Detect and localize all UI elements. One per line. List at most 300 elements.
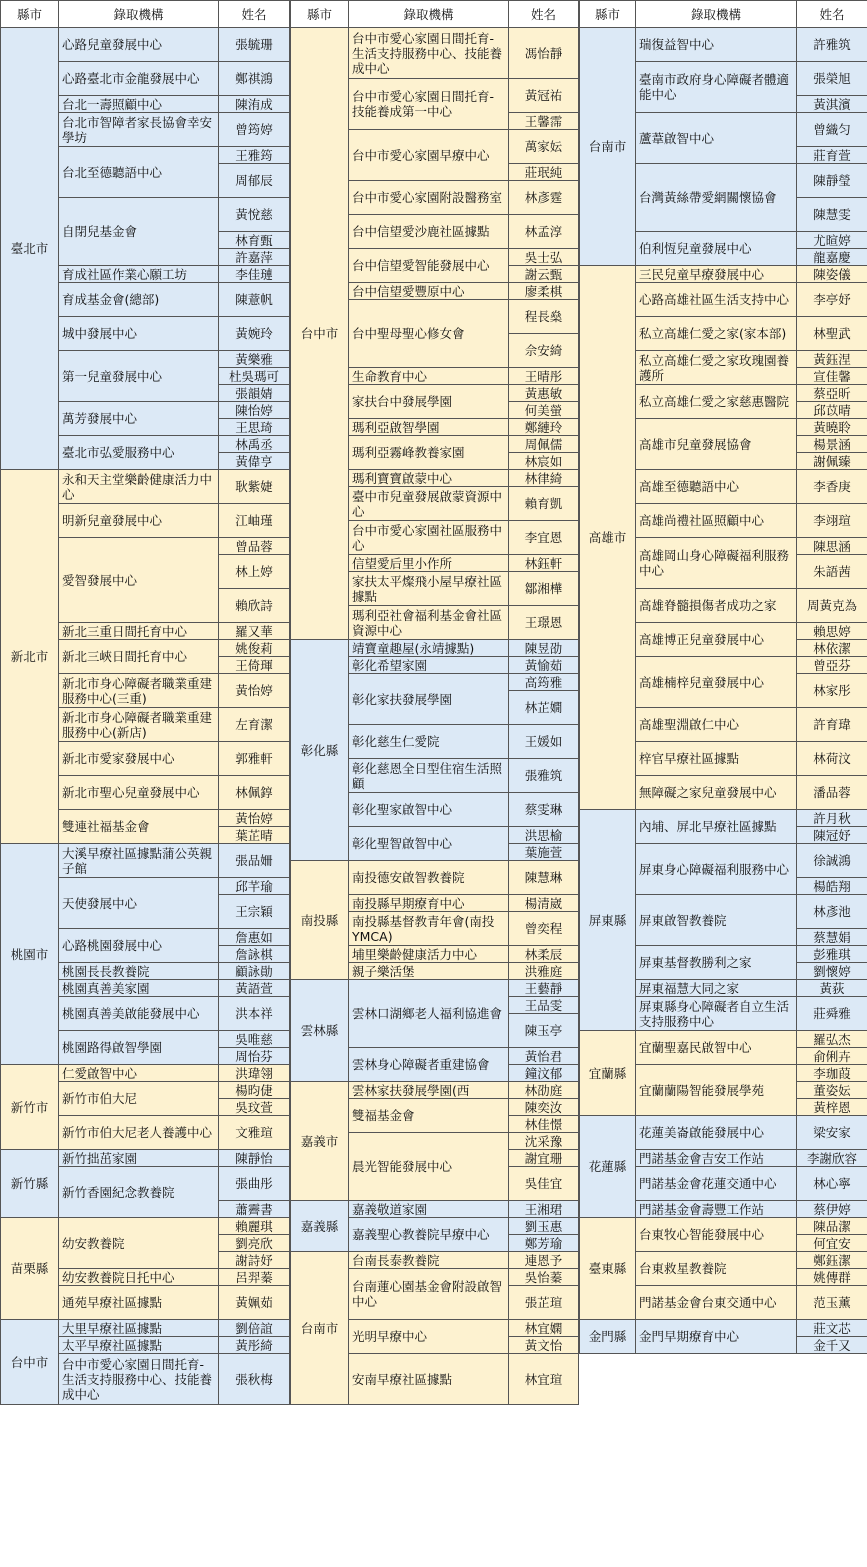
person-name-cell: 王馨霈 — [509, 113, 579, 130]
person-name-cell: 鐘汶郁 — [509, 1065, 579, 1082]
person-name-cell: 許嘉萍 — [219, 249, 290, 266]
person-name-cell: 林律綺 — [509, 470, 579, 487]
table-row — [580, 266, 867, 283]
institution-cell: 臺南市政府身心障礙者體適能中心 — [636, 62, 797, 113]
person-name-cell: 陳怡婷 — [219, 402, 290, 419]
person-name-cell: 葉芷晴 — [219, 827, 290, 844]
county-cell: 臺東縣 — [580, 1218, 636, 1320]
person-name-cell: 蔡亞昕 — [797, 385, 867, 402]
person-name-cell: 陳靜怡 — [219, 1150, 290, 1167]
institution-cell: 新北三峽日間托育中心 — [59, 640, 219, 674]
institution-cell: 家扶太平燦飛小屋早療社區據點 — [349, 572, 509, 606]
person-name-cell: 潘品蓉 — [797, 776, 867, 810]
header-institution: 錄取機構 — [59, 1, 219, 28]
person-name-cell: 楊皓翔 — [797, 878, 867, 895]
person-name-cell: 呂羿蓁 — [219, 1269, 290, 1286]
county-cell: 花蓮縣 — [580, 1116, 636, 1218]
institution-cell: 仁愛啟智中心 — [59, 1065, 219, 1082]
person-name-cell: 曾奕程 — [509, 912, 579, 946]
institution-cell: 台北至德聽語中心 — [59, 147, 219, 198]
institution-cell: 心路臺北市金龍發展中心 — [59, 62, 219, 96]
person-name-cell: 黃婉玲 — [219, 317, 290, 351]
county-cell: 台中市 — [1, 1320, 59, 1405]
person-name-cell: 黃彤綺 — [219, 1337, 290, 1354]
institution-cell: 瑪利亞霧峰教養家園 — [349, 436, 509, 470]
person-name-cell: 林家彤 — [797, 674, 867, 708]
institution-cell: 生命教育中心 — [349, 368, 509, 385]
person-name-cell: 劉亮欣 — [219, 1235, 290, 1252]
person-name-cell: 范玉薰 — [797, 1286, 867, 1320]
person-name-cell: 邱芊瑜 — [219, 878, 290, 895]
person-name-cell: 李宜恩 — [509, 521, 579, 555]
person-name-cell: 林心寧 — [797, 1167, 867, 1201]
person-name-cell: 林孟淳 — [509, 215, 579, 249]
county-cell: 台南市 — [291, 1252, 349, 1405]
table-row — [291, 28, 579, 45]
institution-cell: 埔里樂齡健康活力中心 — [349, 946, 509, 963]
county-cell: 嘉義市 — [291, 1082, 349, 1201]
institution-cell: 瑞復益智中心 — [636, 28, 797, 62]
institution-cell: 親子樂活堡 — [349, 963, 509, 980]
person-name-cell: 陳薏帆 — [219, 283, 290, 317]
person-name-cell: 吳玟萱 — [219, 1099, 290, 1116]
person-name-cell: 林依潔 — [797, 640, 867, 657]
person-name-cell: 高筠雅 — [509, 674, 579, 691]
institution-cell: 台東牧心智能發展中心 — [636, 1218, 797, 1252]
person-name-cell: 陳冠妤 — [797, 827, 867, 844]
institution-cell: 宜蘭蘭陽智能發展學苑 — [636, 1065, 797, 1116]
institution-cell: 幼安教養院 — [59, 1218, 219, 1269]
header-row — [291, 1, 579, 28]
table-row — [580, 1031, 867, 1048]
person-name-cell: 俞俐卉 — [797, 1048, 867, 1065]
institution-cell: 蘆葦啟智中心 — [636, 113, 797, 164]
institution-cell: 臺中市兒童發展啟蒙資源中心 — [349, 487, 509, 521]
person-name-cell: 李佳璉 — [219, 266, 290, 283]
table-row — [291, 1252, 579, 1269]
person-name-cell: 林上婷 — [219, 555, 290, 589]
county-cell: 新北市 — [1, 470, 59, 844]
institution-cell: 屏東身心障礙福利服務中心 — [636, 844, 797, 895]
person-name-cell: 羅弘杰 — [797, 1031, 867, 1048]
person-name-cell: 黃怡君 — [509, 1048, 579, 1065]
table-row — [1, 470, 290, 487]
institution-cell: 南投縣基督教青年會(南投YMCA) — [349, 912, 509, 946]
person-name-cell: 黃鈺涅 — [797, 351, 867, 368]
person-name-cell: 劉倍誼 — [219, 1320, 290, 1337]
person-name-cell: 陳品潔 — [797, 1218, 867, 1235]
person-name-cell: 莊舜雅 — [797, 997, 867, 1031]
institution-cell: 光明早療中心 — [349, 1320, 509, 1354]
person-name-cell: 龍嘉慶 — [797, 249, 867, 266]
person-name-cell: 羅又華 — [219, 623, 290, 640]
person-name-cell: 林劭庭 — [509, 1082, 579, 1099]
institution-cell: 桃園路得啟智學園 — [59, 1031, 219, 1065]
institution-cell: 新竹香園紀念教養院 — [59, 1167, 219, 1218]
person-name-cell: 江岫瑾 — [219, 504, 290, 538]
person-name-cell: 陳洧成 — [219, 96, 290, 113]
person-name-cell: 林宜瑄 — [509, 1354, 579, 1405]
institution-cell: 台中聖母聖心修女會 — [349, 300, 509, 368]
institution-cell: 雙連社福基金會 — [59, 810, 219, 844]
person-name-cell: 蔡慧娟 — [797, 929, 867, 946]
person-name-cell: 林彥池 — [797, 895, 867, 929]
county-cell: 金門縣 — [580, 1320, 636, 1354]
person-name-cell: 林鈺軒 — [509, 555, 579, 572]
person-name-cell: 黃偉亨 — [219, 453, 290, 470]
person-name-cell: 程長燊 — [509, 300, 579, 334]
header-county: 縣市 — [580, 1, 636, 28]
institution-cell: 幼安教養院日托中心 — [59, 1269, 219, 1286]
institution-cell: 彰化家扶發展學園 — [349, 674, 509, 725]
institution-cell: 第一兒童發展中心 — [59, 351, 219, 402]
person-name-cell: 吳士弘 — [509, 249, 579, 266]
person-name-cell: 連恩予 — [509, 1252, 579, 1269]
table-row — [1, 1218, 290, 1235]
institution-cell: 大溪早療社區據點蒲公英親子館 — [59, 844, 219, 878]
person-name-cell: 梁安家 — [797, 1116, 867, 1150]
institution-cell: 門諾基金會壽豐工作站 — [636, 1201, 797, 1218]
institution-cell: 南投德安啟智教養院 — [349, 861, 509, 895]
institution-cell: 新竹市伯大尼 — [59, 1082, 219, 1116]
person-name-cell: 黃荻 — [797, 980, 867, 997]
institution-cell: 育成社區作業心願工坊 — [59, 266, 219, 283]
institution-cell: 臺北市弘愛服務中心 — [59, 436, 219, 470]
person-name-cell: 陳姿儀 — [797, 266, 867, 283]
institution-cell: 屏東啟智教養院 — [636, 895, 797, 946]
institution-cell: 門諾基金會吉安工作站 — [636, 1150, 797, 1167]
table-row — [1, 1150, 290, 1167]
institution-cell: 台中市愛心家園早療中心 — [349, 130, 509, 181]
person-name-cell: 賴麗琪 — [219, 1218, 290, 1235]
person-name-cell: 張雅筑 — [509, 759, 579, 793]
person-name-cell: 左育潔 — [219, 708, 290, 742]
person-name-cell: 許月秋 — [797, 810, 867, 827]
institution-cell: 瑪利亞啟智學園 — [349, 419, 509, 436]
person-name-cell: 吳佳宜 — [509, 1167, 579, 1201]
person-name-cell: 黃樂雅 — [219, 351, 290, 368]
institution-cell: 雲林身心障礙者重建協會 — [349, 1048, 509, 1082]
person-name-cell: 林彥霆 — [509, 181, 579, 215]
institution-cell: 台中市愛心家園社區服務中心 — [349, 521, 509, 555]
institution-cell: 私立高雄仁愛之家玫瑰園養護所 — [636, 351, 797, 385]
person-name-cell: 姚傳群 — [797, 1269, 867, 1286]
institution-cell: 台中信望愛沙鹿社區據點 — [349, 215, 509, 249]
institution-cell: 彰化希望家園 — [349, 657, 509, 674]
person-name-cell: 王宗穎 — [219, 895, 290, 929]
institution-cell: 家扶台中發展學園 — [349, 385, 509, 419]
person-name-cell: 許雅筑 — [797, 28, 867, 62]
person-name-cell: 楊清崴 — [509, 895, 579, 912]
person-name-cell: 張韻婧 — [219, 385, 290, 402]
person-name-cell: 陳玉亭 — [509, 1014, 579, 1048]
person-name-cell: 林荷汶 — [797, 742, 867, 776]
person-name-cell: 李謝欣容 — [797, 1150, 867, 1167]
person-name-cell: 謝詩妤 — [219, 1252, 290, 1269]
institution-cell: 瑪利寶寶啟蒙中心 — [349, 470, 509, 487]
institution-cell: 新竹拙茁家園 — [59, 1150, 219, 1167]
institution-cell: 育成基金會(總部) — [59, 283, 219, 317]
person-name-cell: 謝佩臻 — [797, 453, 867, 470]
admission-table-2 — [290, 0, 579, 1405]
admission-table-1 — [0, 0, 290, 1405]
person-name-cell: 李珈葭 — [797, 1065, 867, 1082]
institution-cell: 台北一壽照顧中心 — [59, 96, 219, 113]
table-row — [291, 1082, 579, 1099]
person-name-cell: 詹詠棋 — [219, 946, 290, 963]
person-name-cell: 周佩儒 — [509, 436, 579, 453]
person-name-cell: 陳靜瑩 — [797, 164, 867, 198]
table-row — [580, 1218, 867, 1235]
institution-cell: 新北市愛家發展中心 — [59, 742, 219, 776]
table-row — [580, 28, 867, 45]
institution-cell: 台東救星教養院 — [636, 1252, 797, 1286]
county-cell: 台南市 — [580, 28, 636, 266]
institution-cell: 心路兒童發展中心 — [59, 28, 219, 62]
institution-cell: 屏東福慧大同之家 — [636, 980, 797, 997]
institution-cell: 愛智發展中心 — [59, 538, 219, 623]
person-name-cell: 黃姵茹 — [219, 1286, 290, 1320]
person-name-cell: 詹惠如 — [219, 929, 290, 946]
header-institution: 錄取機構 — [349, 1, 509, 28]
institution-cell: 新北市聖心兒童發展中心 — [59, 776, 219, 810]
table-row — [580, 1320, 867, 1337]
person-name-cell: 黃愉茹 — [509, 657, 579, 674]
institution-cell: 大里早療社區據點 — [59, 1320, 219, 1337]
table-row — [1, 28, 290, 45]
institution-cell: 私立高雄仁愛之家(家本部) — [636, 317, 797, 351]
admission-table-3 — [579, 0, 867, 1354]
institution-cell: 台南長泰教養院 — [349, 1252, 509, 1269]
institution-cell: 台中信望愛智能發展中心 — [349, 249, 509, 283]
table-row — [1, 844, 290, 861]
person-name-cell: 黃悅慈 — [219, 198, 290, 232]
person-name-cell: 鄭縺玲 — [509, 419, 579, 436]
institution-cell: 自閉兒基金會 — [59, 198, 219, 266]
person-name-cell: 吳唯慈 — [219, 1031, 290, 1048]
institution-cell: 新北三重日間托育中心 — [59, 623, 219, 640]
person-name-cell: 杜吳瑪可 — [219, 368, 290, 385]
county-cell: 雲林縣 — [291, 980, 349, 1082]
person-name-cell: 曾織匀 — [797, 113, 867, 147]
person-name-cell: 楊景涵 — [797, 436, 867, 453]
institution-cell: 彰化慈生仁愛院 — [349, 725, 509, 759]
person-name-cell: 馮怡靜 — [509, 28, 579, 79]
institution-cell: 信望愛后里小作所 — [349, 555, 509, 572]
institution-cell: 彰化聖智啟智中心 — [349, 827, 509, 861]
institution-cell: 新竹市伯大尼老人養護中心 — [59, 1116, 219, 1150]
institution-cell: 晨光智能發展中心 — [349, 1133, 509, 1201]
person-name-cell: 曾亞芬 — [797, 657, 867, 674]
person-name-cell: 蔡伊婷 — [797, 1201, 867, 1218]
person-name-cell: 賴育凱 — [509, 487, 579, 521]
table-row — [291, 1201, 579, 1218]
county-cell: 南投縣 — [291, 861, 349, 980]
header-name: 姓名 — [219, 1, 290, 28]
header-name: 姓名 — [509, 1, 579, 28]
institution-cell: 高雄市兒童發展協會 — [636, 419, 797, 470]
person-name-cell: 黃惠敏 — [509, 385, 579, 402]
person-name-cell: 陳奕汝 — [509, 1099, 579, 1116]
institution-cell: 彰化聖家啟智中心 — [349, 793, 509, 827]
institution-cell: 安南早療社區據點 — [349, 1354, 509, 1405]
person-name-cell: 王媛如 — [509, 725, 579, 759]
person-name-cell: 陳慧雯 — [797, 198, 867, 232]
person-name-cell: 張毓珊 — [219, 28, 290, 62]
person-name-cell: 劉玉惠 — [509, 1218, 579, 1235]
table-row — [291, 640, 579, 657]
institution-cell: 高雄楠梓兒童發展中心 — [636, 657, 797, 708]
institution-cell: 明新兒童發展中心 — [59, 504, 219, 538]
person-name-cell: 林柔辰 — [509, 946, 579, 963]
person-name-cell: 王湘珺 — [509, 1201, 579, 1218]
institution-cell: 屏東縣身心障礙者自立生活支持服務中心 — [636, 997, 797, 1031]
person-name-cell: 姚俊莉 — [219, 640, 290, 657]
person-name-cell: 陳昱劭 — [509, 640, 579, 657]
header-county: 縣市 — [1, 1, 59, 28]
person-name-cell: 張芷瑄 — [509, 1286, 579, 1320]
institution-cell: 雲林家扶發展學園(西 — [349, 1082, 509, 1099]
person-name-cell: 鄒湘樺 — [509, 572, 579, 606]
person-name-cell: 林宜嫻 — [509, 1320, 579, 1337]
person-name-cell: 顧詠勛 — [219, 963, 290, 980]
person-name-cell: 周郁辰 — [219, 164, 290, 198]
institution-cell: 天使發展中心 — [59, 878, 219, 929]
person-name-cell: 宣佳馨 — [797, 368, 867, 385]
person-name-cell: 林育甄 — [219, 232, 290, 249]
person-name-cell: 洪瑋翎 — [219, 1065, 290, 1082]
person-name-cell: 何美螢 — [509, 402, 579, 419]
person-name-cell: 耿紫婕 — [219, 470, 290, 504]
institution-cell: 萬芳發展中心 — [59, 402, 219, 436]
person-name-cell: 楊昀倢 — [219, 1082, 290, 1099]
table-row — [580, 810, 867, 827]
person-name-cell: 周黃克為 — [797, 589, 867, 623]
institution-cell: 永和天主堂樂齡健康活力中心 — [59, 470, 219, 504]
person-name-cell: 陳思涵 — [797, 538, 867, 555]
person-name-cell: 王雅筠 — [219, 147, 290, 164]
person-name-cell: 沈采豫 — [509, 1133, 579, 1150]
institution-cell: 桃園真善美啟能發展中心 — [59, 997, 219, 1031]
person-name-cell: 徐誠鴻 — [797, 844, 867, 878]
person-name-cell: 林聖武 — [797, 317, 867, 351]
person-name-cell: 賴欣詩 — [219, 589, 290, 623]
person-name-cell: 鄭芳瑜 — [509, 1235, 579, 1252]
institution-cell: 宜蘭聖嘉民啟智中心 — [636, 1031, 797, 1065]
institution-cell: 台南蓮心園基金會附設啟智中心 — [349, 1269, 509, 1320]
person-name-cell: 李翊瑄 — [797, 504, 867, 538]
person-name-cell: 莊珉純 — [509, 164, 579, 181]
person-name-cell: 王思琦 — [219, 419, 290, 436]
county-cell: 新竹市 — [1, 1065, 59, 1150]
institution-cell: 門諾基金會花蓮交通中心 — [636, 1167, 797, 1201]
institution-cell: 屏東基督教勝利之家 — [636, 946, 797, 980]
institution-cell: 台中市愛心家園日間托育-技能養成第一中心 — [349, 79, 509, 130]
institution-cell: 高雄脊髓損傷者成功之家 — [636, 589, 797, 623]
institution-cell: 私立高雄仁愛之家慈惠醫院 — [636, 385, 797, 419]
header-county: 縣市 — [291, 1, 349, 28]
institution-cell: 梓官早療社區據點 — [636, 742, 797, 776]
institution-cell: 嘉義聖心教養院早療中心 — [349, 1218, 509, 1252]
institution-cell: 高雄至德聽語中心 — [636, 470, 797, 504]
person-name-cell: 黃曉聆 — [797, 419, 867, 436]
person-name-cell: 何宜安 — [797, 1235, 867, 1252]
person-name-cell: 黃怡婷 — [219, 674, 290, 708]
county-cell: 臺北市 — [1, 28, 59, 470]
institution-cell: 伯利恆兒童發展中心 — [636, 232, 797, 266]
institution-cell: 高雄尚禮社區照顧中心 — [636, 504, 797, 538]
institution-cell: 桃園真善美家園 — [59, 980, 219, 997]
person-name-cell: 洪本祥 — [219, 997, 290, 1031]
institution-cell: 心路桃園發展中心 — [59, 929, 219, 963]
person-name-cell: 林佩錞 — [219, 776, 290, 810]
person-name-cell: 賴思婷 — [797, 623, 867, 640]
person-name-cell: 尤暄婷 — [797, 232, 867, 249]
person-name-cell: 王倚琿 — [219, 657, 290, 674]
institution-cell: 高雄聖淵啟仁中心 — [636, 708, 797, 742]
institution-cell: 彰化慈恩全日型住宿生活照顧 — [349, 759, 509, 793]
person-name-cell: 蕭霽書 — [219, 1201, 290, 1218]
institution-cell: 新北市身心障礙者職業重建服務中心(三重) — [59, 674, 219, 708]
person-name-cell: 張品姍 — [219, 844, 290, 878]
person-name-cell: 黃文怡 — [509, 1337, 579, 1354]
person-name-cell: 曾品蓉 — [219, 538, 290, 555]
person-name-cell: 彭雅琪 — [797, 946, 867, 963]
person-name-cell: 佘安綺 — [509, 334, 579, 368]
person-name-cell: 李香庚 — [797, 470, 867, 504]
person-name-cell: 曾筠婷 — [219, 113, 290, 147]
header-institution: 錄取機構 — [636, 1, 797, 28]
person-name-cell: 陳慧琳 — [509, 861, 579, 895]
institution-cell: 嘉義敬道家園 — [349, 1201, 509, 1218]
institution-cell: 通苑早療社區據點 — [59, 1286, 219, 1320]
person-name-cell: 郭雅軒 — [219, 742, 290, 776]
institution-cell: 高雄岡山身心障礙福利服務中心 — [636, 538, 797, 589]
person-name-cell: 廖柔棋 — [509, 283, 579, 300]
institution-cell: 無障礙之家兒童發展中心 — [636, 776, 797, 810]
person-name-cell: 黃淇濱 — [797, 96, 867, 113]
county-cell: 宜蘭縣 — [580, 1031, 636, 1116]
person-name-cell: 葉施萱 — [509, 844, 579, 861]
person-name-cell: 莊文芯 — [797, 1320, 867, 1337]
institution-cell: 金門早期療育中心 — [636, 1320, 797, 1354]
person-name-cell: 張曲彤 — [219, 1167, 290, 1201]
person-name-cell: 鄭祺鴻 — [219, 62, 290, 96]
person-name-cell: 王藝靜 — [509, 980, 579, 997]
institution-cell: 雙福基金會 — [349, 1099, 509, 1133]
person-name-cell: 林禹丞 — [219, 436, 290, 453]
institution-cell: 新北市身心障礙者職業重建服務中心(新店) — [59, 708, 219, 742]
person-name-cell: 張榮旭 — [797, 62, 867, 96]
person-name-cell: 鄭鈺潔 — [797, 1252, 867, 1269]
person-name-cell: 黃語萱 — [219, 980, 290, 997]
person-name-cell: 文雅瑄 — [219, 1116, 290, 1150]
person-name-cell: 劉懷婷 — [797, 963, 867, 980]
institution-cell: 靖寶童趣屋(永靖據點) — [349, 640, 509, 657]
institution-cell: 台北市智障者家長協會幸安學坊 — [59, 113, 219, 147]
institution-cell: 桃園長長教養院 — [59, 963, 219, 980]
table-row — [291, 980, 579, 997]
person-name-cell: 周怡芬 — [219, 1048, 290, 1065]
institution-cell: 內埔、屏北早療社區據點 — [636, 810, 797, 844]
county-cell: 嘉義縣 — [291, 1201, 349, 1252]
table-row — [580, 1116, 867, 1133]
county-cell: 新竹縣 — [1, 1150, 59, 1218]
person-name-cell: 洪思榆 — [509, 827, 579, 844]
institution-cell: 台中信望愛豐原中心 — [349, 283, 509, 300]
person-name-cell: 董姿妘 — [797, 1082, 867, 1099]
person-name-cell: 王晴彤 — [509, 368, 579, 385]
